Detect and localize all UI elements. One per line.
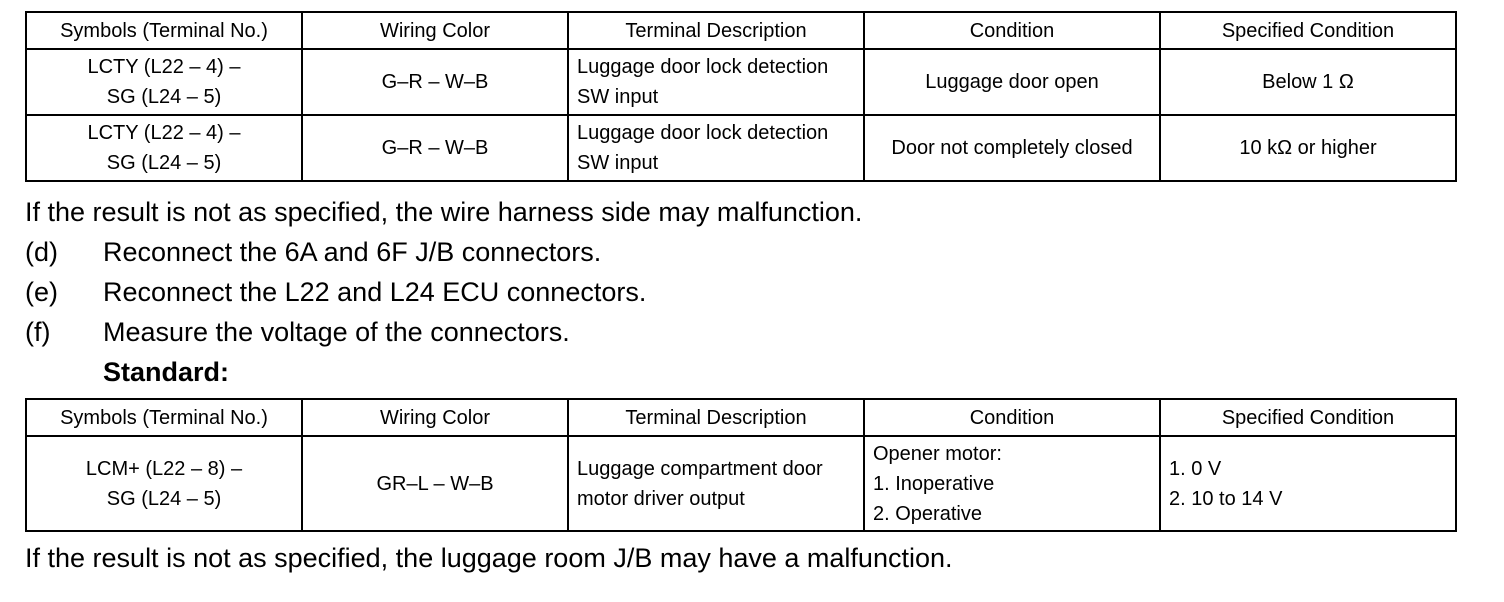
cell-wiring-color: GR–L – W–B [302, 436, 568, 531]
header-wiring-color: Wiring Color [302, 399, 568, 436]
header-condition: Condition [864, 399, 1160, 436]
header-symbols: Symbols (Terminal No.) [26, 12, 302, 49]
cell-symbol: LCTY (L22 – 4) – SG (L24 – 5) [26, 115, 302, 181]
table-row [26, 115, 1456, 181]
header-wiring-color: Wiring Color [302, 12, 568, 49]
step-text: Reconnect the 6A and 6F J/B connectors. [103, 237, 602, 267]
step-text: Measure the voltage of the connectors. [103, 317, 570, 347]
cell-condition: Door not completely closed [864, 115, 1160, 181]
cell-wiring-color: G–R – W–B [302, 49, 568, 115]
header-terminal-description: Terminal Description [568, 12, 864, 49]
cell-wiring-color: G–R – W–B [302, 115, 568, 181]
specification-table-1 [25, 11, 1457, 182]
specification-table-2 [25, 398, 1457, 532]
result-note-1: If the result is not as specified, the wire harness side may malfunction. [25, 197, 863, 227]
result-note-2: If the result is not as specified, the luggage room J/B may have a malfunction. [25, 543, 953, 573]
step-label: (e) [25, 277, 58, 307]
cell-condition: Opener motor: 1. Inoperative 2. Operative [864, 436, 1160, 531]
step-label: (d) [25, 237, 58, 267]
table-row [26, 436, 1456, 531]
cell-specified-condition: 1. 0 V 2. 10 to 14 V [1160, 436, 1456, 531]
header-condition: Condition [864, 12, 1160, 49]
step-f [25, 316, 570, 348]
cell-specified-condition: Below 1 Ω [1160, 49, 1456, 115]
header-symbols: Symbols (Terminal No.) [26, 399, 302, 436]
standard-label: Standard: [103, 357, 230, 387]
step-e [25, 276, 646, 308]
header-terminal-description: Terminal Description [568, 399, 864, 436]
cell-terminal-description: Luggage door lock detection SW input [568, 115, 864, 181]
header-specified-condition: Specified Condition [1160, 12, 1456, 49]
table-header-row [26, 12, 1456, 49]
table-row [26, 49, 1456, 115]
step-d [25, 236, 601, 268]
table-header-row [26, 399, 1456, 436]
cell-terminal-description: Luggage door lock detection SW input [568, 49, 864, 115]
cell-specified-condition: 10 kΩ or higher [1160, 115, 1456, 181]
cell-condition: Luggage door open [864, 49, 1160, 115]
step-label: (f) [25, 317, 51, 347]
cell-terminal-description: Luggage compartment door motor driver output [568, 436, 864, 531]
cell-symbol: LCM+ (L22 – 8) – SG (L24 – 5) [26, 436, 302, 531]
header-specified-condition: Specified Condition [1160, 399, 1456, 436]
cell-symbol: LCTY (L22 – 4) – SG (L24 – 5) [26, 49, 302, 115]
step-text: Reconnect the L22 and L24 ECU connectors. [103, 277, 647, 307]
